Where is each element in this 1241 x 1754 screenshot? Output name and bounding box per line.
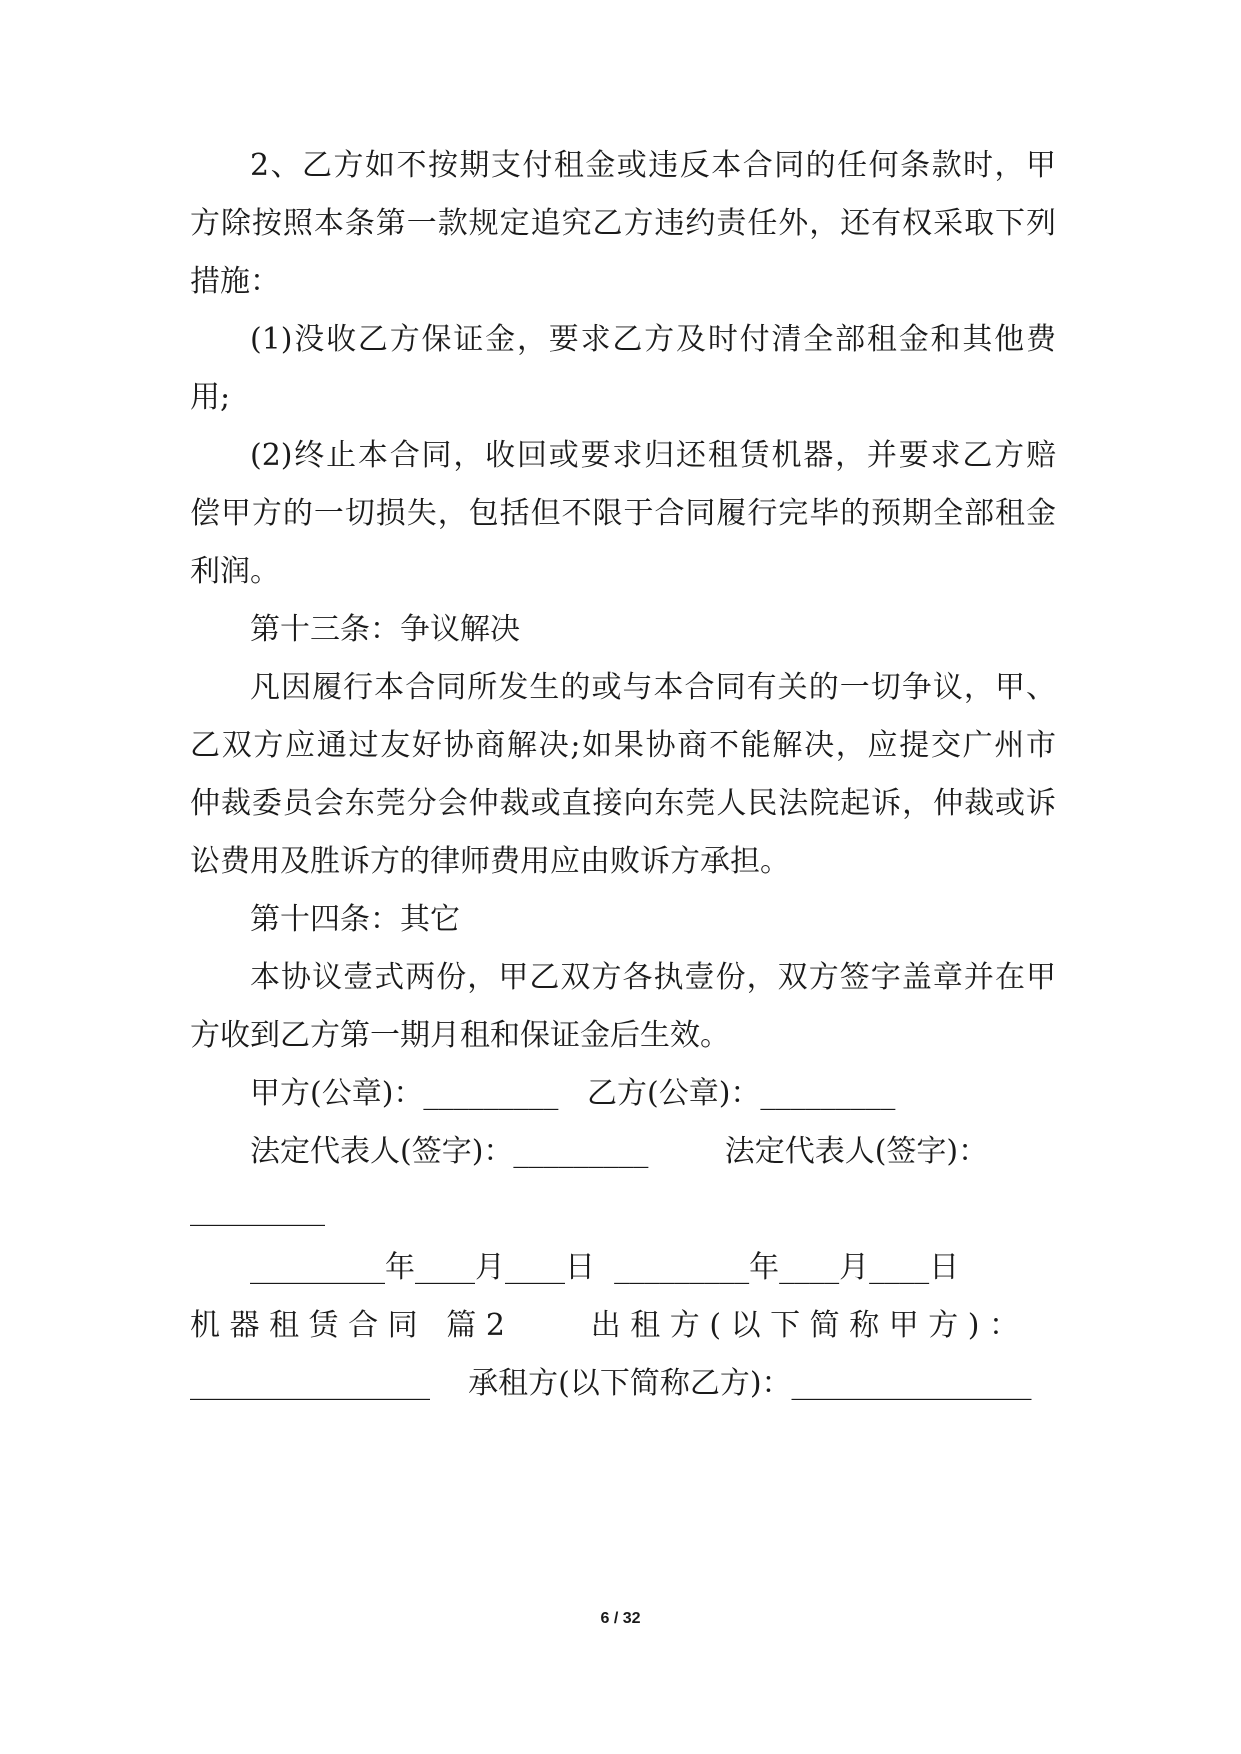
representative-line: 法定代表人(签字)：_________ 法定代表人(签字)：: [250, 1134, 989, 1169]
dispute-line-4: 讼费用及胜诉方的律师费用应由败诉方承担。: [190, 844, 790, 879]
page-number: 6 / 32: [600, 1610, 641, 1627]
measure-2-line-1: (2)终止本合同，收回或要求归还租赁机器，并要求乙方赔: [250, 438, 1056, 473]
contract-2-title-line: 机 器 租 赁 合 同 篇 2 出 租 方 ( 以 下 简 称 甲 方 ) ：: [190, 1308, 1020, 1343]
lessee-line: ________________ 承租方(以下简称乙方)：________________: [190, 1366, 1032, 1401]
dispute-line-2: 乙双方应通过友好协商解决;如果协商不能解决，应提交广州市: [190, 728, 1056, 763]
measure-2-line-3: 利润。: [190, 554, 280, 589]
article-14-heading: 第十四条：其它: [250, 902, 460, 937]
measure-1-line-2: 用;: [190, 380, 231, 415]
representative-blank: _________: [190, 1192, 325, 1227]
other-line-1: 本协议壹式两份，甲乙双方各执壹份，双方签字盖章并在甲: [250, 960, 1056, 995]
dispute-line-3: 仲裁委员会东莞分会仲裁或直接向东莞人民法院起诉，仲裁或诉: [190, 786, 1056, 821]
seal-line: 甲方(公章)：_________ 乙方(公章)：_________: [250, 1076, 896, 1111]
other-line-2: 方收到乙方第一期月租和保证金后生效。: [190, 1018, 730, 1053]
clause-2-line-2: 方除按照本条第一款规定追究乙方违约责任外，还有权采取下列: [190, 206, 1056, 241]
measure-2-line-2: 偿甲方的一切损失，包括但不限于合同履行完毕的预期全部租金: [190, 496, 1056, 531]
clause-2-line-1: 2、乙方如不按期支付租金或违反本合同的任何条款时，甲: [250, 148, 1056, 183]
date-line: _________年____月____日 _________年____月____日: [250, 1250, 960, 1285]
article-13-heading: 第十三条：争议解决: [250, 612, 520, 647]
clause-2-line-3: 措施：: [190, 264, 280, 299]
measure-1-line-1: (1)没收乙方保证金，要求乙方及时付清全部租金和其他费: [250, 322, 1056, 357]
dispute-line-1: 凡因履行本合同所发生的或与本合同有关的一切争议，甲、: [250, 670, 1056, 705]
